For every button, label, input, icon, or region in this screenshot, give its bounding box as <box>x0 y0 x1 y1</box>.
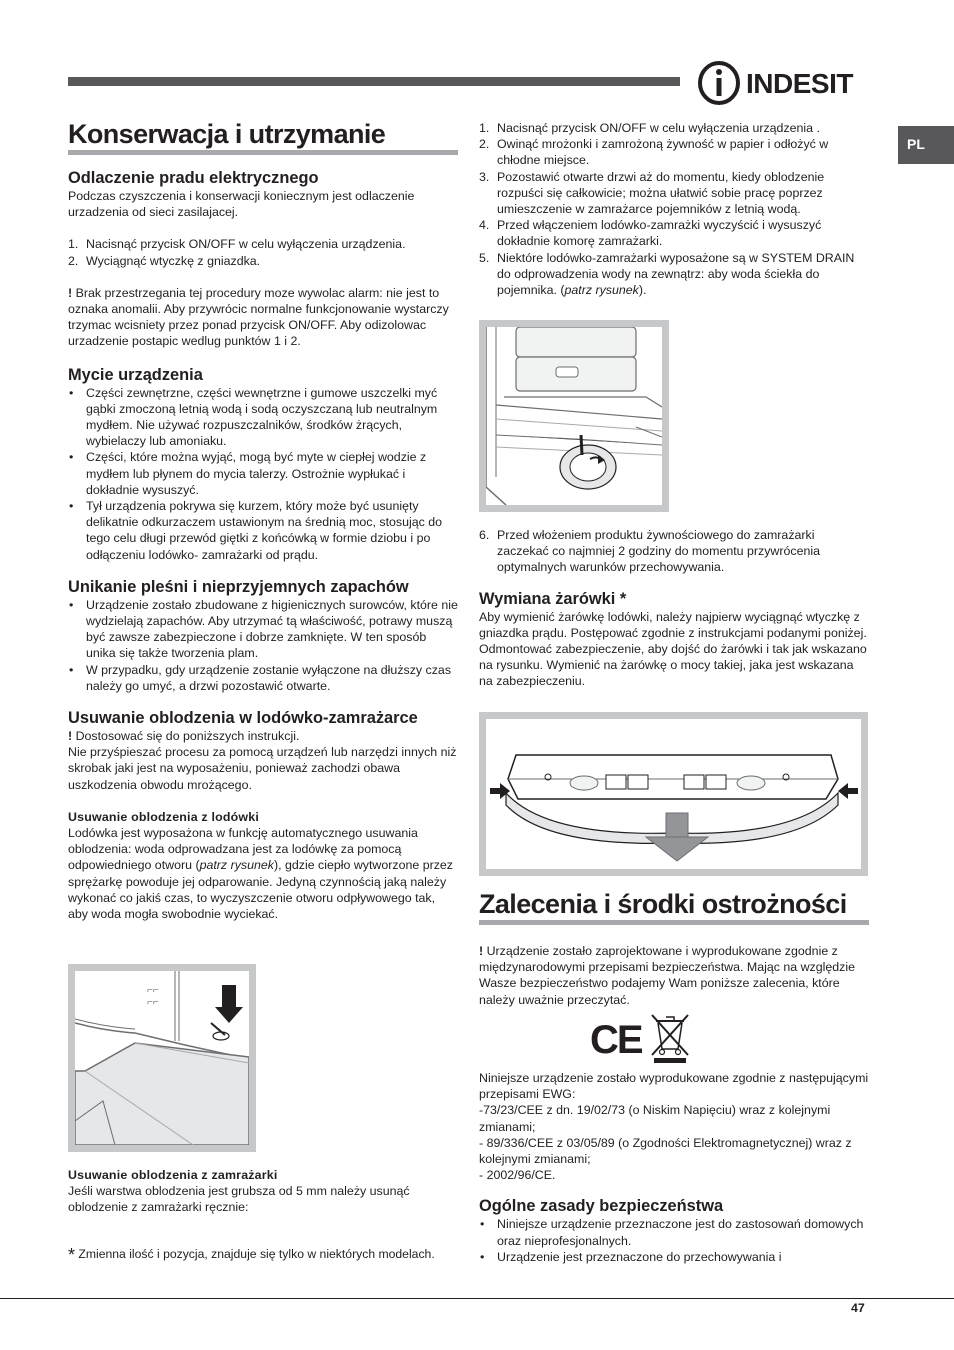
right-column-mid <box>479 527 869 690</box>
heading-cleaning: Mycie urządzenia <box>68 365 203 384</box>
list-item: 4. Przed włączeniem lodówko-zamrażki wyczyścić i wysuszyć dokładnie komorę zamrażarki. <box>479 218 822 249</box>
ce-mark: CE <box>590 1018 642 1062</box>
language-tab: PL <box>898 126 954 164</box>
list-item: 2. Wyciągnąć wtyczkę z gniazdka. <box>68 253 261 268</box>
brand-text: INDESIT <box>746 68 853 99</box>
safety-warning: ! Urządzenie zostało zaprojektowane i wyprodukowane zgodnie z międzynarodowymi przepisami bezpieczeństwa. Mając na względzie Wasze bezpieczeństwo podajemy Wam poniższe zalecenia, które należy uważnie przeczytać. <box>479 944 856 1007</box>
list-item: 5. Niektóre lodówko-zamrażarki wyposażone są w SYSTEM DRAIN do odprowadzenia wody na zewnątrz: aby woda ściekła do pojemnika. (patrz rysunek). <box>479 250 855 298</box>
defrost-freezer-text: Jeśli warstwa oblodzenia jest grubsza od 5 mm należy usunąć oblodzenie z zamrażarki ręcznie: <box>68 1184 410 1215</box>
weee-bin-icon <box>652 1015 688 1063</box>
defrost-step-6 <box>479 527 869 576</box>
defrost-text: Nie przyśpieszać procesu za pomocą urządzeń lub narzędzi innych niż skrobak jaki jest na wyposażeniu, ponieważ zachodzi obawa uszkodzenia obwodu mrożącego. <box>68 745 457 792</box>
compliance-block <box>479 1070 869 1265</box>
defrost-warning: ! Dostosować się do poniższych instrukcji. <box>68 729 300 744</box>
cleaning-list <box>68 385 458 563</box>
indesit-logo <box>697 60 872 106</box>
title-rule <box>68 150 458 155</box>
heading-disconnect: Odlaczenie pradu elektrycznego <box>68 169 319 187</box>
list-item: • Niniejsze urządzenie przeznaczone jest do zastosowań domowych oraz nieprofesjonalnych. <box>479 1216 869 1248</box>
list-item: • Części zewnętrzne, części wewnętrzne i gumowe uszczelki myć gąbki zmoczoną letnią wodą i sodą oczyszczaną lub neutralnym mydłem. Nie używać rozpuszczalników, środków żrących, wybielaczy lub amoniaku. <box>68 385 458 450</box>
left-column-bottom <box>68 1167 458 1215</box>
heading-defrost-fridge: Usuwanie oblodzenia z lodówki <box>68 809 259 824</box>
section-title-maintenance: Konserwacja i utrzymanie <box>68 119 386 149</box>
list-item: 1. Nacisnąć przycisk ON/OFF w celu wyłączenia urządzenia . <box>479 121 820 135</box>
list-item: • Części, które można wyjąć, mogą być myte w ciepłej wodzie z mydłem lub płynem do mycia talerzy. Ostrożnie wypłukać i dokładnie wysuszyć. <box>68 449 458 498</box>
heading-defrost-freezer: Usuwanie oblodzenia z zamrażarki <box>68 1168 278 1182</box>
list-item: • Urządzenie jest przeznaczone do przechowywania i <box>479 1249 869 1265</box>
defrost-fridge-text: Lodówka jest wyposażona w funkcję automatycznego usuwania oblodzenia: woda odprowadzana jest za lodówkę za pomocą odpowiedniego otworu (patrz rysunek), gdzie ciepło wytworzone przez sprężarkę powoduje jej odparowanie. Jedyną czynnością jaką należy wykonać co jakiś czas, to wyczyszczenie otworu odpływowego tak, aby woda mogła swobodnie wyciekać. <box>68 825 454 921</box>
heading-mould: Unikanie pleśni i nieprzyjemnych zapachów <box>68 577 409 596</box>
svg-text:⌐⌐: ⌐⌐ <box>147 985 159 996</box>
defrost-freezer-steps <box>479 120 869 298</box>
svg-text:⌐⌐: ⌐⌐ <box>147 997 159 1008</box>
right-column-safety <box>479 943 869 1008</box>
bulb-text: Aby wymienić żarówkę lodówki, należy najpierw wyciągnąć wtyczkę z gniazdka prądu. Postępować zgodnie z instrukcjami podanymi poniżej. Odmontować zabezpieczenie, aby dojść do żarówki i tak jak wskazano na rysunku. Wymienić na żarówkę o mocy takiej, jaka jest wskazana na zabezpieczeniu. <box>479 609 867 689</box>
right-title-block <box>479 888 869 925</box>
list-item: • W przypadku, gdy urządzenie zostanie wyłączone na dłuższy czas należy go umyć, a drzwi pozostawić otwarte. <box>68 662 458 694</box>
list-item: 3. Pozostawić otwarte drzwi aż do momentu, kiedy oblodzenie rozpuści się całkowicie; można ułatwić sobie pracę poprzez umieszczenie w zamrażarce pojemników z letnią wodą. <box>479 169 825 217</box>
heading-bulb: Wymiana żarówki * <box>479 589 627 608</box>
list-item: • Tył urządzenia pokrywa się kurzem, który może być usunięty delikatnie odkurzaczem ustawionym na średnią moc, stosując do tego celu długi przewód giętki z końcówką w formie dziobu i po odłączeniu lodówko- zamrażarki od prądu. <box>68 498 458 563</box>
compliance-line: -73/23/CEE z dn. 19/02/73 (o Niskim Napięciu) wraz z kolejnymi zmianami; <box>479 1103 831 1134</box>
general-safety-list <box>479 1216 869 1265</box>
list-item: 1. Nacisnąć przycisk ON/OFF w celu wyłączenia urządzenia. <box>68 237 406 252</box>
compliance-line: - 89/336/CEE z 03/05/89 (o Zgodności Elektromagnetycznej) wraz z kolejnymi zmianami; <box>479 1135 852 1167</box>
section-title-safety: Zalecenia i środki ostrożności <box>479 889 847 919</box>
footnote: * Zmienna ilość i pozycja, znajduje się tylko w niektórych modelach. <box>68 1245 435 1265</box>
figure-bulb-cover <box>479 712 868 876</box>
list-item: 6. Przed włożeniem produktu żywnościowego do zamrażarki zaczekać co najmniej 2 godziny do momentu przywrócenia optymalnych warunków przechowywania. <box>479 528 821 575</box>
header-bar <box>68 77 680 86</box>
title-rule <box>479 920 869 925</box>
left-column <box>68 118 458 922</box>
mould-list <box>68 597 458 694</box>
page-number: 47 <box>851 1301 865 1315</box>
disconnect-steps <box>68 236 458 268</box>
footer-rule <box>0 1298 954 1299</box>
compliance-line: Niniejsze urządzenie zostało wyprodukowane zgodnie z następującymi przepisami EWG: <box>479 1071 869 1102</box>
disconnect-warning: ! Brak przestrzegania tej procedury moze wywolac alarm: nie jest to oznaka anomalii. Aby przywrócic normalne funkcjonowanie wystarczy trzymac wcisniety przez ponad przycisk ON/OFF. Aby odizolowac urzadzenie postapic wedlug punktów 1 i 2. <box>68 285 449 349</box>
compliance-line: - 2002/96/CE. <box>479 1168 556 1183</box>
figure-fridge-drain <box>68 964 256 1152</box>
ce-weee-marks <box>590 1011 700 1063</box>
disconnect-intro: Podczas czyszczenia i konserwacji koniecznym jest odlaczenie urzadzenia od sieci zasilajacej. <box>68 189 415 220</box>
list-item: • Urządzenie zostało zbudowane z higienicznych surowców, które nie wydzielają zapachów. Aby utrzymać tą właściwość, potrawy muszą być zawsze zabezpieczone i dobrze zamknięte. W ten sposób unika się także tworzenia plam. <box>68 597 458 662</box>
figure-system-drain <box>479 320 669 512</box>
heading-defrost: Usuwanie oblodzenia w lodówko-zamrażarce <box>68 709 418 728</box>
heading-general-safety: Ogólne zasady bezpieczeństwa <box>479 1197 724 1216</box>
list-item: 2. Owinąć mrożonki i zamrożoną żywność w papier i odłożyć w chłodne miejsce. <box>479 137 829 168</box>
right-column-top <box>479 120 869 298</box>
